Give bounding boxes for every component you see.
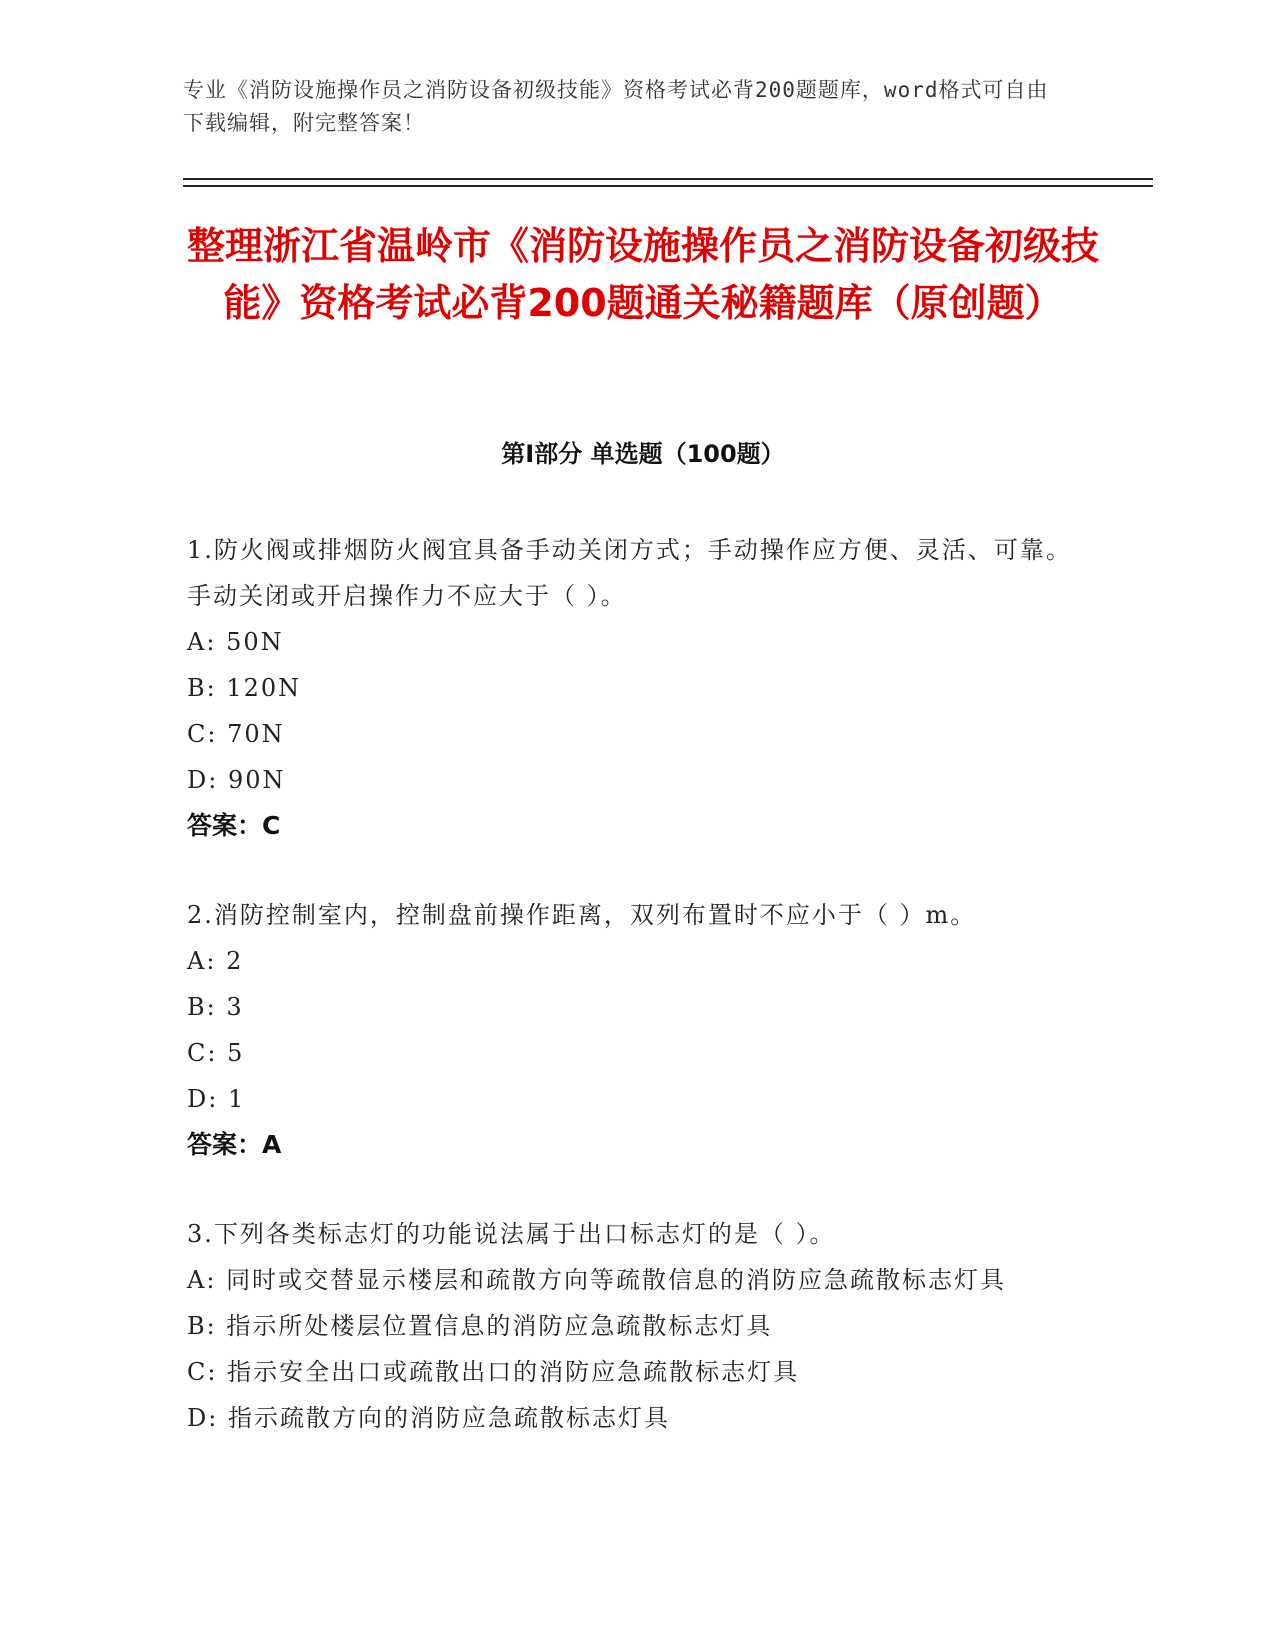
answer-line: 答案：A xyxy=(187,1130,282,1159)
option-text: 指示疏散方向的消防应急疏散标志灯具 xyxy=(227,1404,670,1432)
question-3 xyxy=(187,1211,1087,1441)
question-text: 防火阀或排烟防火阀宜具备手动关闭方式；手动操作应方便、灵活、可靠。手动关闭或开启操作力不应大于（ ）。 xyxy=(187,536,1072,610)
option-text: 1 xyxy=(227,1085,246,1113)
option-key: C : xyxy=(187,720,227,748)
option-text: 同时或交替显示楼层和疏散方向等疏散信息的消防应急疏散标志灯具 xyxy=(226,1266,1007,1294)
answer-line: 答案：C xyxy=(187,811,281,840)
question-stem xyxy=(187,1211,1087,1257)
option-text: 120N xyxy=(226,674,302,702)
option-text: 5 xyxy=(227,1039,245,1067)
option-key: B : xyxy=(187,674,226,702)
option-key: A : xyxy=(187,947,226,975)
question-text: 消防控制室内，控制盘前操作距离，双列布置时不应小于（ ）m。 xyxy=(213,901,977,929)
header-note: 专业《消防设施操作员之消防设备初级技能》资格考试必背200题题库，word格式可自由下载编辑，附完整答案！ xyxy=(183,78,1049,135)
header-rule-top xyxy=(183,178,1153,180)
document-title: 整理浙江省温岭市《消防设施操作员之消防设备初级技能》资格考试必背200题通关秘籍题库（原创题） xyxy=(186,224,1099,325)
option-key: C : xyxy=(187,1358,227,1386)
question-2 xyxy=(187,892,1087,1168)
option-text: 50N xyxy=(226,628,284,656)
option-text: 2 xyxy=(226,947,244,975)
question-number: 1. xyxy=(187,536,214,564)
option-text: 指示所处楼层位置信息的消防应急疏散标志灯具 xyxy=(226,1312,773,1340)
option-text: 3 xyxy=(226,993,244,1021)
section-heading: 第Ⅰ部分 单选题（100题） xyxy=(501,440,785,468)
option-key: D : xyxy=(187,766,228,794)
option-key: D : xyxy=(187,1085,228,1113)
option-a xyxy=(187,1257,1087,1303)
option-key: D : xyxy=(187,1404,228,1432)
question-stem xyxy=(187,892,1087,938)
option-b xyxy=(187,665,1087,711)
option-text: 指示安全出口或疏散出口的消防应急疏散标志灯具 xyxy=(227,1358,800,1386)
question-text: 下列各类标志灯的功能说法属于出口标志灯的是（ ）。 xyxy=(213,1220,836,1248)
option-c xyxy=(187,1030,1087,1076)
question-list xyxy=(187,527,1087,1484)
option-b xyxy=(187,984,1087,1030)
option-key: B : xyxy=(187,993,226,1021)
option-key: A : xyxy=(187,1266,226,1294)
option-d xyxy=(187,757,1087,803)
question-number: 3. xyxy=(187,1220,214,1248)
option-key: A : xyxy=(187,628,226,656)
option-a xyxy=(187,938,1087,984)
option-d xyxy=(187,1395,1087,1441)
question-stem xyxy=(187,527,1087,619)
option-b xyxy=(187,1303,1087,1349)
option-text: 90N xyxy=(227,766,286,794)
option-a xyxy=(187,619,1087,665)
option-d xyxy=(187,1076,1087,1122)
option-key: B : xyxy=(187,1312,226,1340)
option-text: 70N xyxy=(227,720,285,748)
question-1 xyxy=(187,527,1087,849)
option-c xyxy=(187,711,1087,757)
option-key: C : xyxy=(187,1039,227,1067)
question-number: 2. xyxy=(187,901,214,929)
header-rule-bottom xyxy=(183,185,1153,187)
option-c xyxy=(187,1349,1087,1395)
